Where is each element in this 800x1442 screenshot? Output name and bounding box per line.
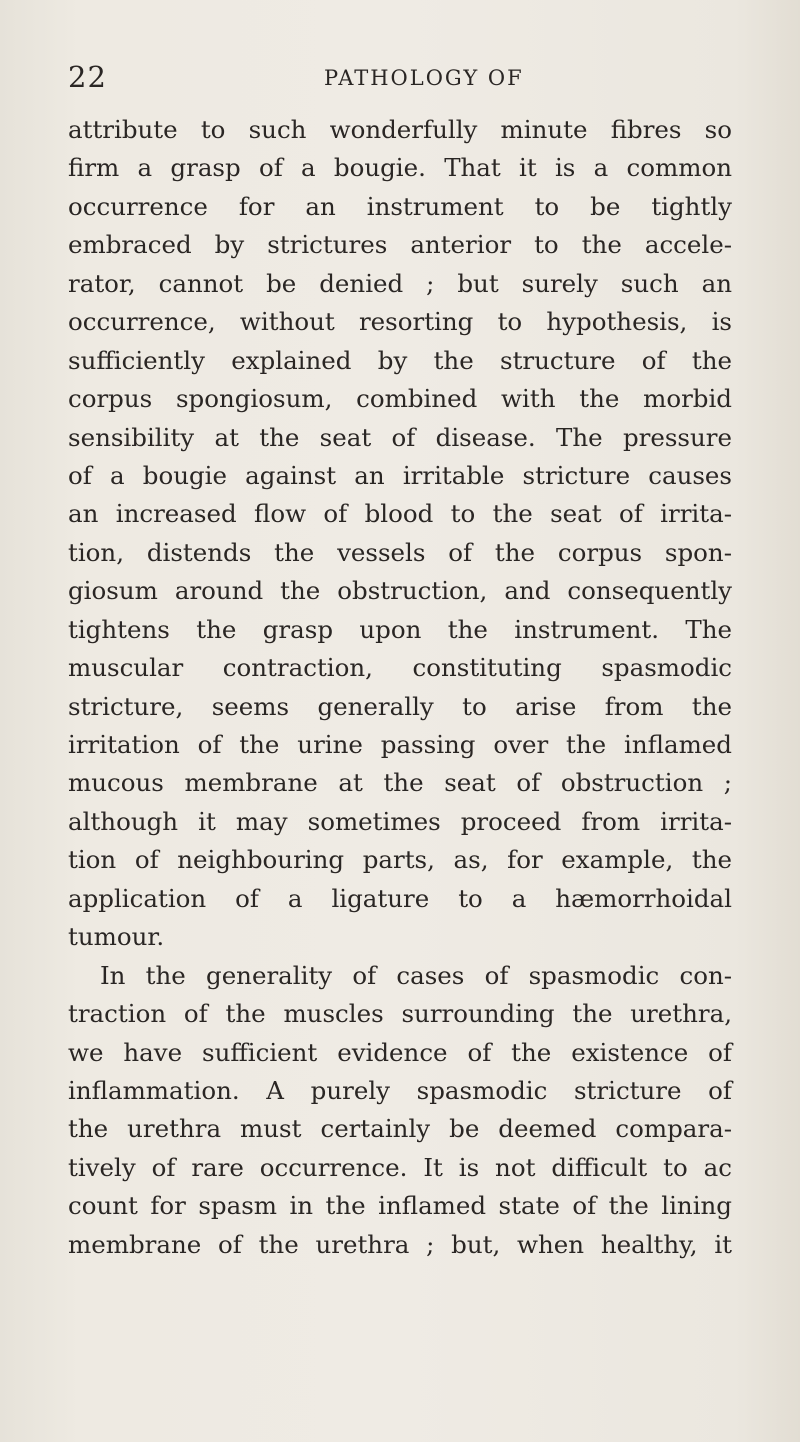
body-text xyxy=(68,111,732,1264)
text-line: tively of rare occurrence. It is not difficult to ac xyxy=(68,1152,732,1182)
running-head xyxy=(68,60,732,100)
paragraph-end-line: tumour. xyxy=(68,922,165,952)
text-line: attribute to such wonderfully minute fibres so xyxy=(68,115,732,144)
text-line: sensibility at the seat of disease. The pressure xyxy=(68,422,732,452)
text-line: count for spasm in the inflamed state of the lining xyxy=(68,1191,732,1221)
text-line: although it may sometimes proceed from irrita- xyxy=(68,806,732,836)
text-line: tion of neighbouring parts, as, for example, the xyxy=(68,845,732,875)
text-line: we have sufficient evidence of the existence of xyxy=(68,1037,732,1067)
text-line: irritation of the urine passing over the inflamed xyxy=(68,730,732,759)
text-line: of a bougie against an irritable stricture causes xyxy=(68,460,732,490)
text-line: application of a ligature to a hæmorrhoidal xyxy=(68,883,732,913)
text-line: tion, distends the vessels of the corpus spon- xyxy=(68,537,732,567)
text-line: sufficiently explained by the structure of the xyxy=(68,345,732,375)
paragraph-start-line: In the generality of cases of spasmodic con- xyxy=(100,960,732,990)
text-line: muscular contraction, constituting spasmodic xyxy=(68,653,732,683)
text-line: an increased flow of blood to the seat of irrita- xyxy=(68,499,732,529)
text-line: membrane of the urethra ; but, when healthy, it xyxy=(68,1229,732,1259)
text-line: tightens the grasp upon the instrument. The xyxy=(68,614,732,644)
text-line: the urethra must certainly be deemed compara- xyxy=(68,1114,732,1144)
text-line: firm a grasp of a bougie. That it is a common xyxy=(68,153,732,183)
text-line: mucous membrane at the seat of obstruction ; xyxy=(68,768,732,798)
text-line: occurrence for an instrument to be tightly xyxy=(68,191,732,221)
text-line: rator, cannot be denied ; but surely such an xyxy=(68,268,732,298)
text-line: corpus spongiosum, combined with the morbid xyxy=(68,384,732,414)
text-line: giosum around the obstruction, and consequently xyxy=(68,576,732,606)
page-number: 22 xyxy=(68,60,107,94)
text-line: embraced by strictures anterior to the accele- xyxy=(68,230,732,260)
text-line: occurrence, without resorting to hypothesis, is xyxy=(68,307,732,337)
text-line: stricture, seems generally to arise from the xyxy=(68,691,732,721)
running-head-title: PATHOLOGY OF xyxy=(324,66,524,90)
text-line: inflammation. A purely spasmodic stricture of xyxy=(68,1075,732,1105)
text-line: traction of the muscles surrounding the urethra, xyxy=(68,999,732,1029)
